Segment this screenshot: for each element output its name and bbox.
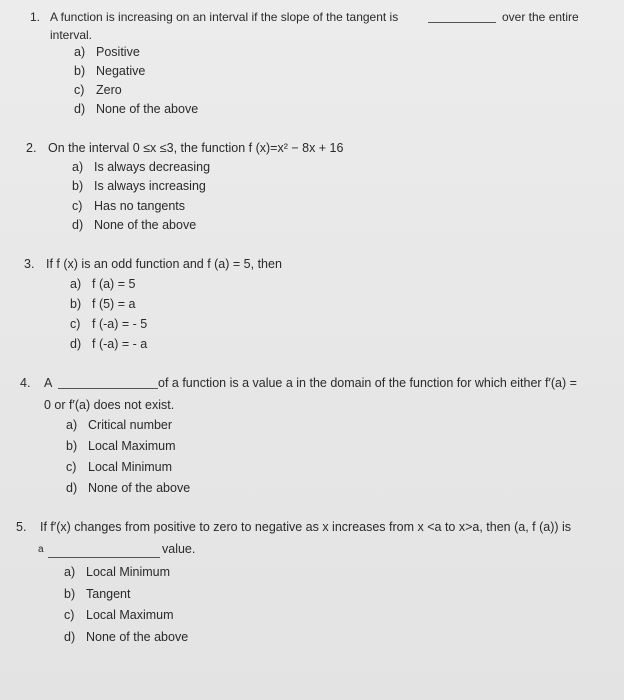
question-number: 4. xyxy=(20,376,31,390)
answer-blank xyxy=(428,12,496,23)
question-stem: If f (x) is an odd function and f (a) = 5, then xyxy=(46,257,282,271)
answer-blank xyxy=(58,378,158,389)
option-b: b) f (5) = a xyxy=(70,297,136,311)
option-a: a) Is always decreasing xyxy=(72,160,211,174)
question-number: 5. xyxy=(16,520,27,534)
option-a: a) Positive xyxy=(74,45,140,59)
question-stem-line2-article: a xyxy=(38,544,44,555)
option-a: a) Local Minimum xyxy=(64,565,171,579)
option-b: b) Tangent xyxy=(64,587,131,601)
question-number: 3. xyxy=(24,257,35,271)
answer-blank xyxy=(48,547,160,558)
question-stem-continued: of a function is a value a in the domain of the function for which either f′(a) = xyxy=(158,376,577,390)
option-d: d) f (-a) = - a xyxy=(70,337,148,351)
option-d: d) None of the above xyxy=(64,630,189,644)
question-stem-continued: over the entire xyxy=(502,10,579,24)
question-stem: A xyxy=(44,376,53,390)
option-c: c) Has no tangents xyxy=(72,199,186,213)
question-number: 2. xyxy=(26,141,37,155)
question-stem: If f′(x) changes from positive to zero to negative as x increases from x <a to x>a, then (a, f (a)) is xyxy=(40,520,572,534)
option-d: d) None of the above xyxy=(66,481,191,495)
question-stem: A function is increasing on an interval if the slope of the tangent is xyxy=(50,10,399,24)
question-number: 1. xyxy=(30,10,41,24)
option-d: d) None of the above xyxy=(74,102,199,116)
option-c: c) f (-a) = - 5 xyxy=(70,317,148,331)
option-c: c) Local Maximum xyxy=(64,608,174,622)
question-stem: On the interval 0 ≤x ≤3, the function f (x)=x² − 8x + 16 xyxy=(48,141,344,155)
option-a: a) Critical number xyxy=(66,418,173,432)
option-c: c) Zero xyxy=(74,83,122,97)
option-c: c) Local Minimum xyxy=(66,460,173,474)
question-stem-line2-end: value. xyxy=(162,542,196,556)
option-a: a) f (a) = 5 xyxy=(70,277,136,291)
option-d: d) None of the above xyxy=(72,218,197,232)
question-stem-line2: 0 or f′(a) does not exist. xyxy=(44,398,175,412)
option-b: b) Negative xyxy=(74,64,146,78)
option-b: b) Local Maximum xyxy=(66,439,176,453)
option-b: b) Is always increasing xyxy=(72,179,206,193)
question-stem-line2: interval. xyxy=(50,28,93,42)
